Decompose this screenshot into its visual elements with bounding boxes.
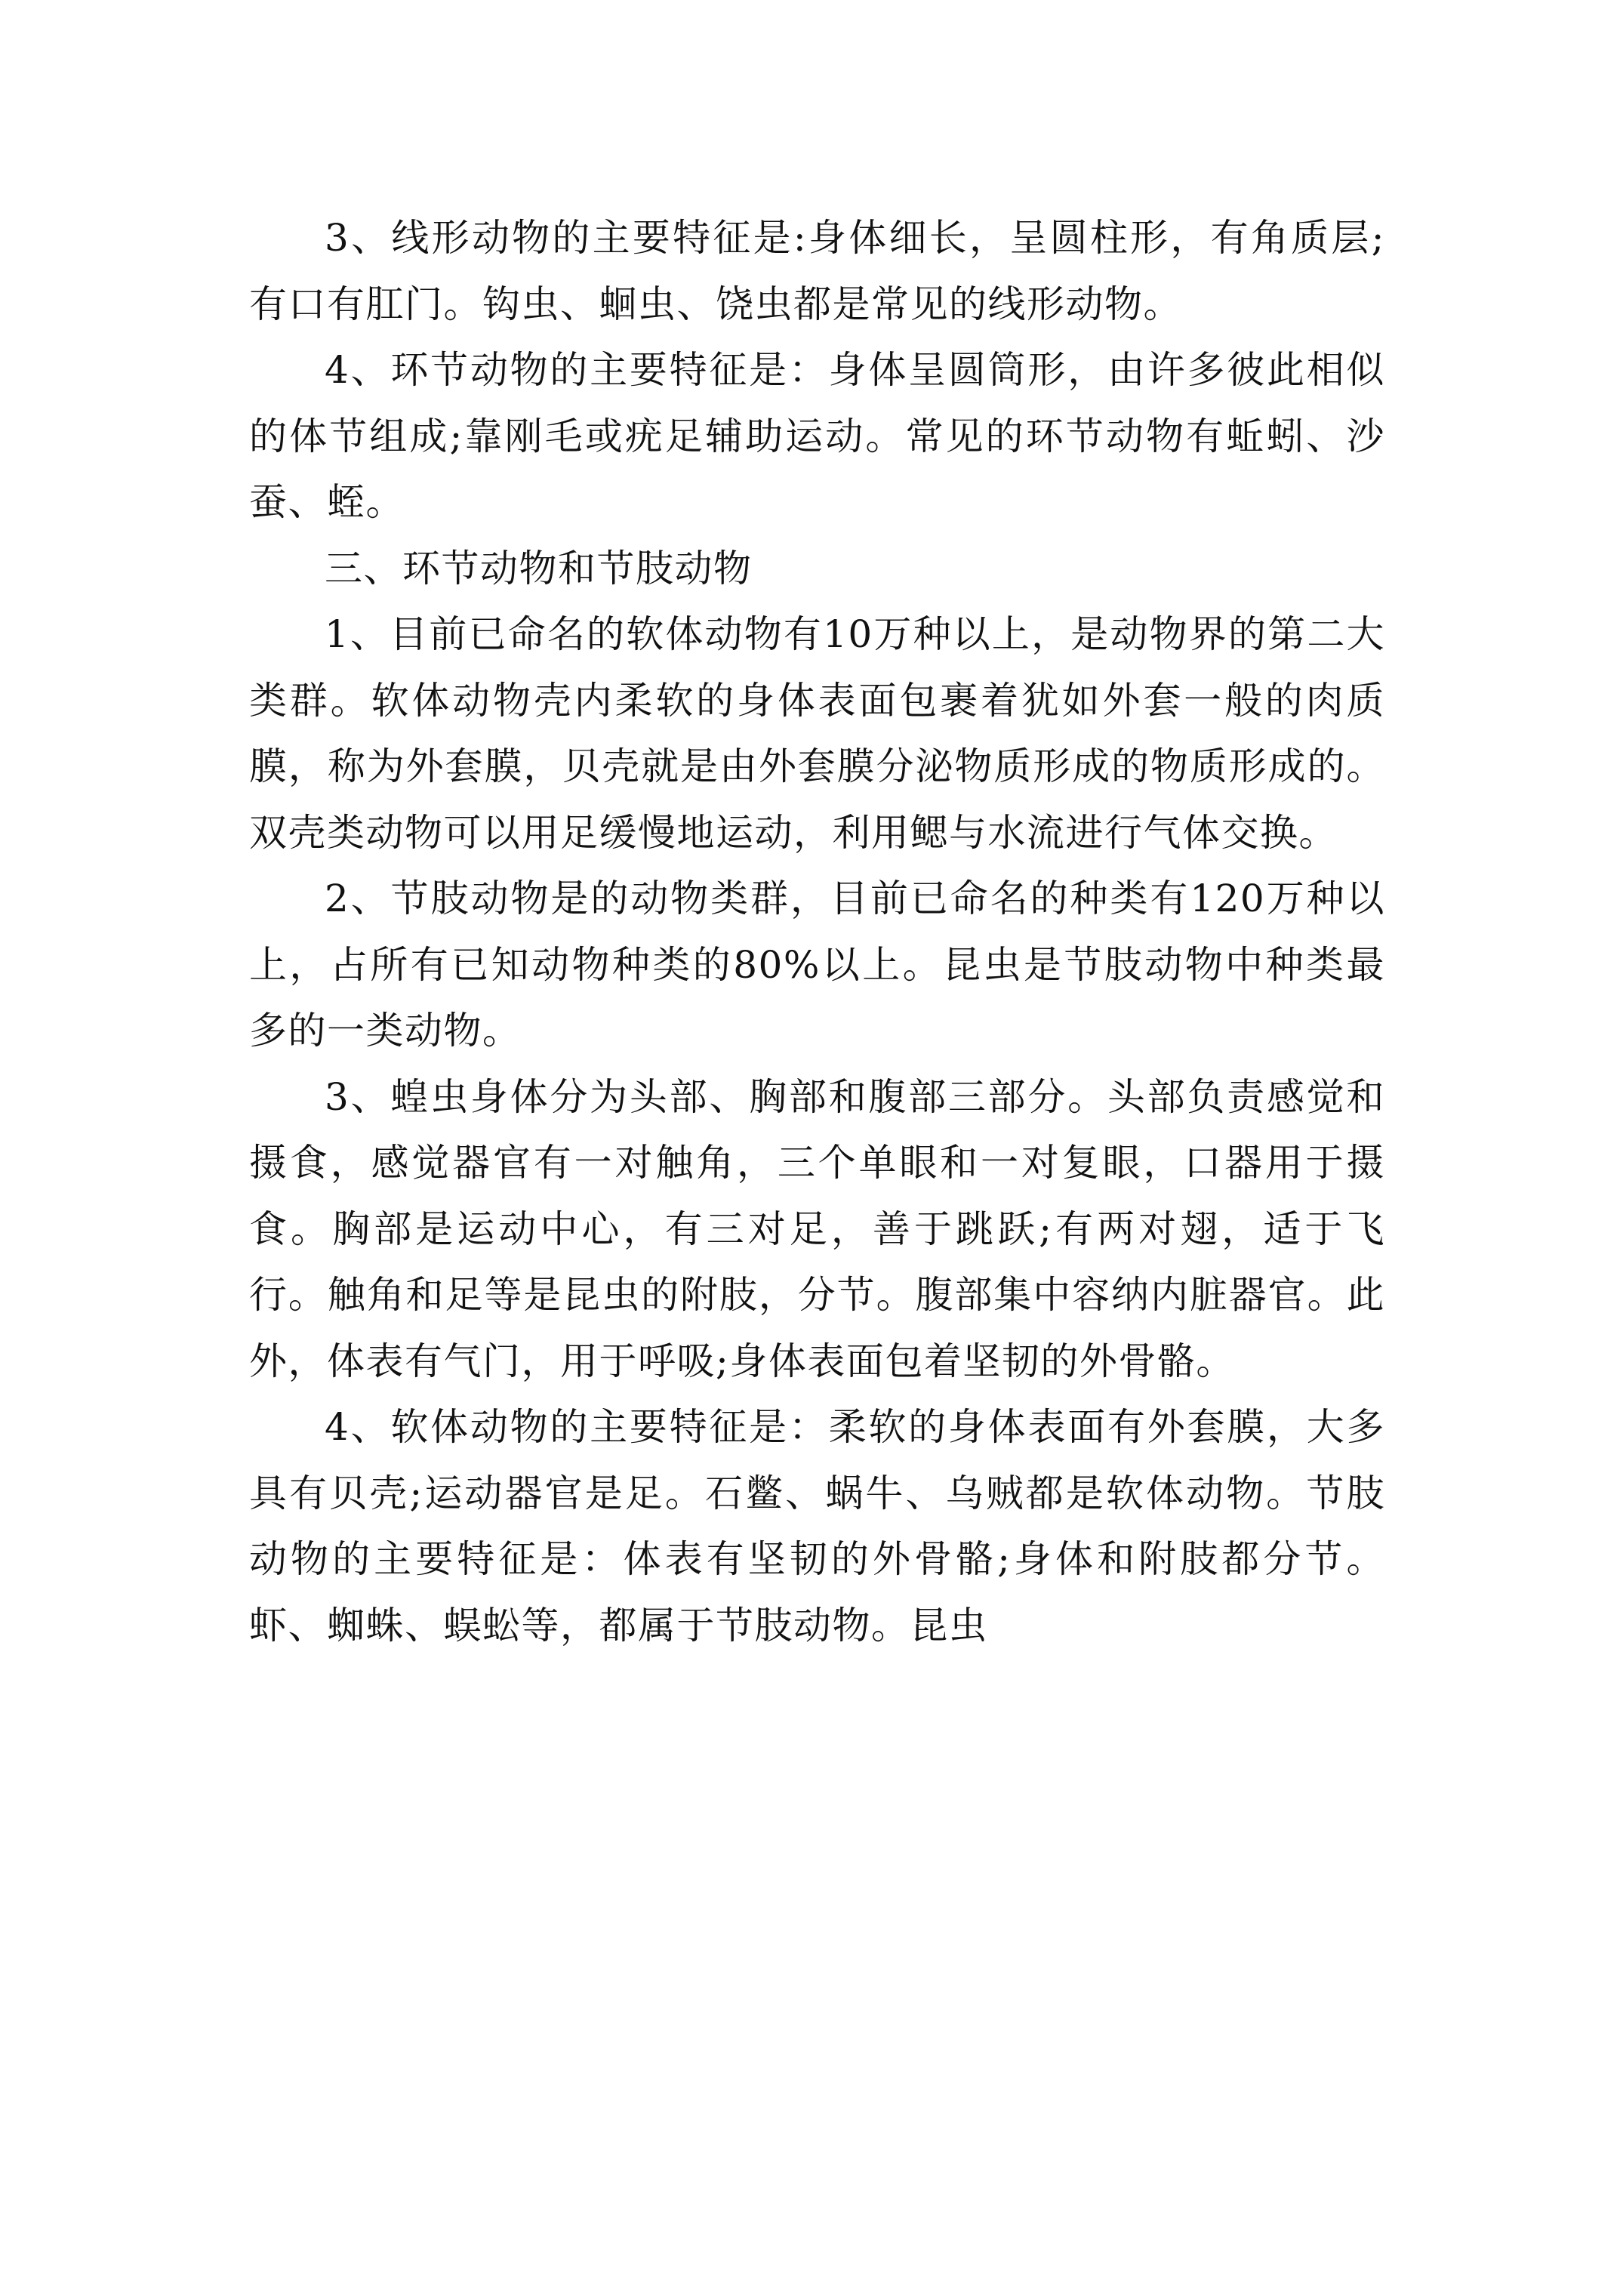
paragraph-mollusc-arthropod-features: 4、软体动物的主要特征是：柔软的身体表面有外套膜，大多具有贝壳;运动器官是足。石鳖、蜗牛、乌贼都是软体动物。节肢动物的主要特征是：体表有坚韧的外骨骼;身体和附肢都分节。虾、蜘蛛、蜈蚣等，都属于节肢动物。昆虫	[249, 1405, 1385, 1647]
paragraph-mollusc-overview: 1、目前已命名的软体动物有10万种以上，是动物界的第二大类群。软体动物壳内柔软的身体表面包裹着犹如外套一般的肉质膜，称为外套膜，贝壳就是由外套膜分泌物质形成的物质形成的。双壳类动物可以用足缓慢地运动，利用鳃与水流进行气体交换。	[249, 612, 1385, 855]
paragraph-nematode-features: 3、线形动物的主要特征是:身体细长，呈圆柱形，有角质层;有口有肛门。钩虫、蛔虫、饶虫都是常见的线形动物。	[249, 216, 1385, 326]
section-heading-annelids-arthropods: 三、环节动物和节肢动物	[325, 546, 753, 590]
paragraph-arthropod-overview: 2、节肢动物是的动物类群，目前已命名的种类有120万种以上，占所有已知动物种类的80%以上。昆虫是节肢动物中种类最多的一类动物。	[249, 877, 1385, 1052]
paragraph-locust-anatomy: 3、蝗虫身体分为头部、胸部和腹部三部分。头部负责感觉和摄食，感觉器官有一对触角，三个单眼和一对复眼，口器用于摄食。胸部是运动中心，有三对足，善于跳跃;有两对翅，适于飞行。触角和足等是昆虫的附肢，分节。腹部集中容纳内脏器官。此外，体表有气门，用于呼吸;身体表面包着坚韧的外骨骼。	[249, 1074, 1385, 1383]
paragraph-annelid-features: 4、环节动物的主要特征是：身体呈圆筒形，由许多彼此相似的体节组成;靠刚毛或疣足辅助运动。常见的环节动物有蚯蚓、沙蚕、蛭。	[249, 348, 1385, 524]
document-body	[249, 205, 1385, 1659]
